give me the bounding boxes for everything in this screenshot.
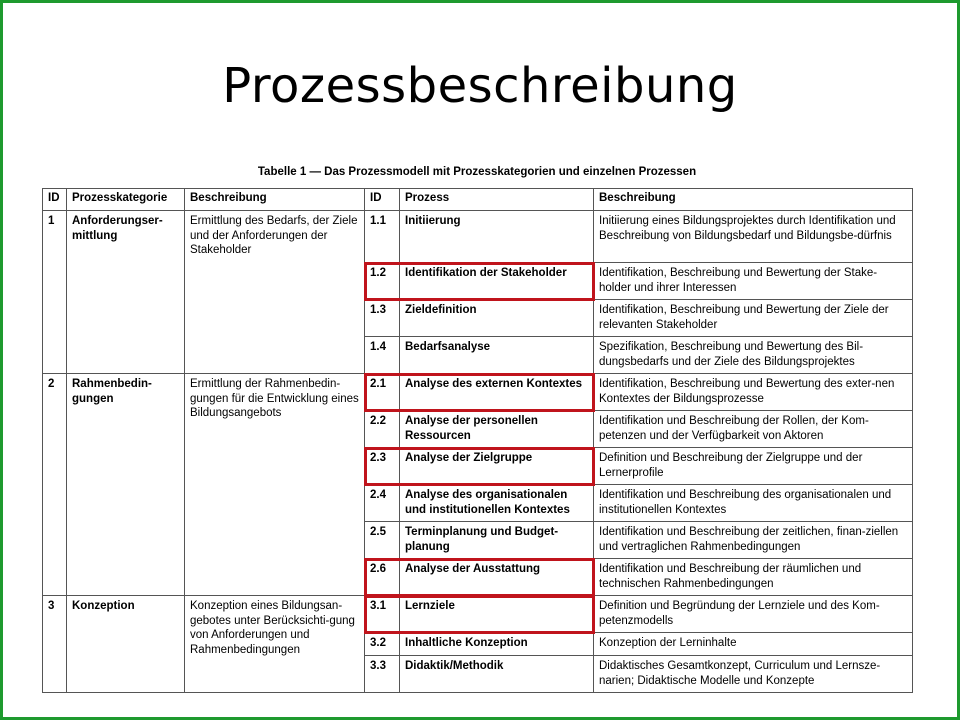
category-id: 3 xyxy=(43,596,67,693)
process-id: 2.1 xyxy=(365,374,400,411)
process-id: 2.6 xyxy=(365,559,400,596)
table-row xyxy=(43,211,913,263)
process-name: Bedarfsanalyse xyxy=(400,337,594,374)
process-id: 2.2 xyxy=(365,411,400,448)
header-process-id: ID xyxy=(365,189,400,211)
process-description: Spezifikation, Beschreibung und Bewertung des Bil-dungsbedarfs und der Ziele des Bildungsprojektes xyxy=(594,337,913,374)
process-id: 2.5 xyxy=(365,522,400,559)
process-description: Didaktisches Gesamtkonzept, Curriculum und Lernsze-narien; Didaktische Modelle und Konzepte xyxy=(594,656,913,693)
process-description: Identifikation und Beschreibung der Rollen, der Kom-petenzen und der Verfügbarkeit von Aktoren xyxy=(594,411,913,448)
process-id: 2.4 xyxy=(365,485,400,522)
header-process-description: Beschreibung xyxy=(594,189,913,211)
process-description: Identifikation und Beschreibung der zeitlichen, finan-ziellen und vertraglichen Rahmenbedingungen xyxy=(594,522,913,559)
process-description: Identifikation, Beschreibung und Bewertung der Stake-holder und ihrer Interessen xyxy=(594,263,913,300)
category-description: Konzeption eines Bildungsan-gebotes unter Berücksichti-gung von Anforderungen und Rahmenbedingungen xyxy=(185,596,365,693)
header-category-description: Beschreibung xyxy=(185,189,365,211)
header-id: ID xyxy=(43,189,67,211)
header-process: Prozess xyxy=(400,189,594,211)
category-description: Ermittlung der Rahmenbedin-gungen für die Entwicklung eines Bildungsangebots xyxy=(185,374,365,596)
process-description: Definition und Begründung der Lernziele und des Kom-petenzmodells xyxy=(594,596,913,633)
table-header-row xyxy=(43,189,913,211)
process-id: 1.1 xyxy=(365,211,400,263)
process-id: 2.3 xyxy=(365,448,400,485)
process-name: Terminplanung und Budget-planung xyxy=(400,522,594,559)
process-name: Inhaltliche Konzeption xyxy=(400,633,594,656)
table-row xyxy=(43,374,913,411)
process-description: Identifikation und Beschreibung des organisationalen und institutionellen Kontextes xyxy=(594,485,913,522)
category-name: Anforderungser-mittlung xyxy=(67,211,185,374)
process-id: 3.1 xyxy=(365,596,400,633)
header-category: Prozesskategorie xyxy=(67,189,185,211)
process-description: Identifikation, Beschreibung und Bewertung des exter-nen Kontextes der Bildungsprozesse xyxy=(594,374,913,411)
process-id: 3.3 xyxy=(365,656,400,693)
process-id: 1.2 xyxy=(365,263,400,300)
process-name: Didaktik/Methodik xyxy=(400,656,594,693)
process-name: Zieldefinition xyxy=(400,300,594,337)
category-description: Ermittlung des Bedarfs, der Ziele und der Anforderungen der Stakeholder xyxy=(185,211,365,374)
category-name: Rahmenbedin-gungen xyxy=(67,374,185,596)
process-id: 1.3 xyxy=(365,300,400,337)
process-name: Analyse der Zielgruppe xyxy=(400,448,594,485)
process-description: Identifikation, Beschreibung und Bewertung der Ziele der relevanten Stakeholder xyxy=(594,300,913,337)
process-name: Analyse der personellen Ressourcen xyxy=(400,411,594,448)
slide-title: Prozessbeschreibung xyxy=(222,58,738,114)
process-name: Lernziele xyxy=(400,596,594,633)
category-id: 1 xyxy=(43,211,67,374)
process-table xyxy=(42,188,913,693)
process-id: 3.2 xyxy=(365,633,400,656)
table-caption: Tabelle 1 — Das Prozessmodell mit Prozesskategorien und einzelnen Prozessen xyxy=(257,166,697,178)
process-description: Identifikation und Beschreibung der räumlichen und technischen Rahmenbedingungen xyxy=(594,559,913,596)
process-name: Initiierung xyxy=(400,211,594,263)
process-name: Analyse des organisationalen und institutionellen Kontextes xyxy=(400,485,594,522)
process-description: Initiierung eines Bildungsprojektes durch Identifikation und Beschreibung von Bildungsbedarf und Bildungsbe-dürfnis xyxy=(594,211,913,263)
process-id: 1.4 xyxy=(365,337,400,374)
process-name: Identifikation der Stakeholder xyxy=(400,263,594,300)
process-name: Analyse des externen Kontextes xyxy=(400,374,594,411)
category-name: Konzeption xyxy=(67,596,185,693)
category-id: 2 xyxy=(43,374,67,596)
process-name: Analyse der Ausstattung xyxy=(400,559,594,596)
process-description: Definition und Beschreibung der Zielgruppe und der Lernerprofile xyxy=(594,448,913,485)
table-row xyxy=(43,596,913,633)
process-description: Konzeption der Lerninhalte xyxy=(594,633,913,656)
